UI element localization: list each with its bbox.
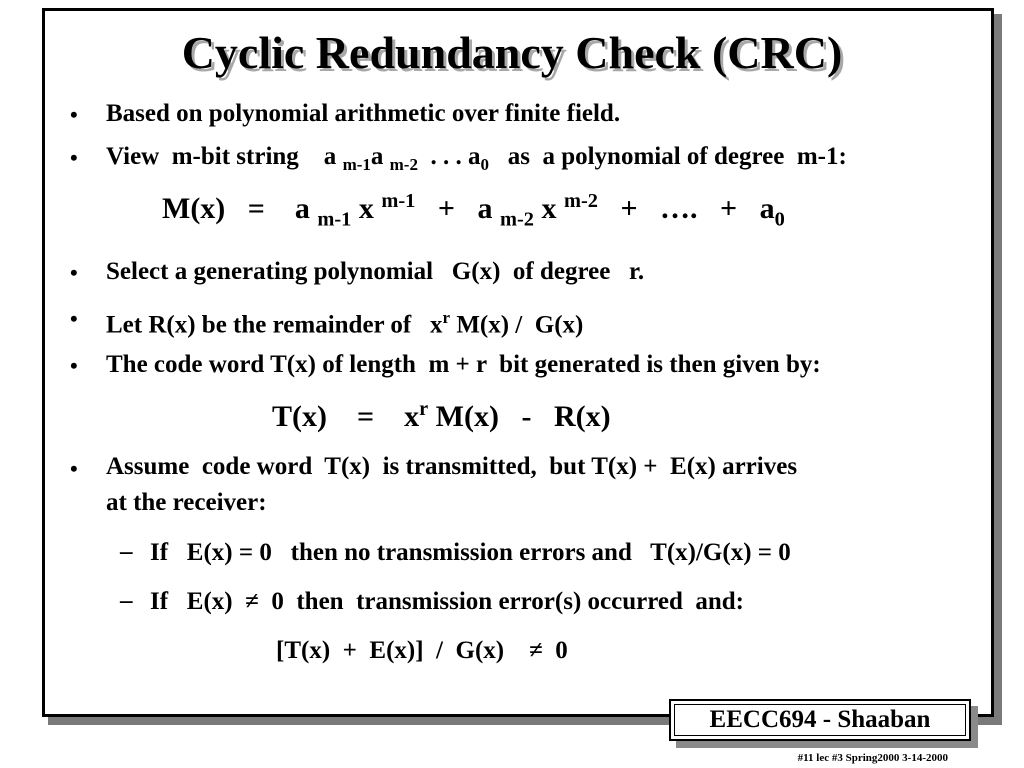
bullet-transmission-line-2: at the receiver: — [106, 489, 267, 516]
equation-tx: T(x) = $x^r$ M(x) - R(x) — [272, 398, 611, 434]
bullet-m-bit-string: View m-bit string a $_{m-1}$a $_{m-2}$ . . . $a_0$ as a polynomial of degree m-1: — [106, 143, 847, 174]
slide-number: #11 lec #3 Spring2000 3-14-2000 — [797, 752, 948, 764]
equation-mx-polynomial: M(x) = a $_{m-1}$ x $^{m-1}$ + a $_{m-2}$ x $^{m-2}$ + …. + $a_0$ — [162, 190, 785, 231]
bullet-transmission-line-1: Assume code word T(x) is transmitted, but T(x) + E(x) arrives — [106, 453, 798, 480]
bullet-marker: • — [70, 145, 78, 170]
sub-bullet-marker: – — [120, 587, 133, 614]
sub-bullet-errors-occurred: If E(x) ≠ 0 then transmission error(s) occurred and: — [150, 588, 744, 615]
sub-bullet-marker: – — [120, 538, 133, 565]
bullet-remainder: Let R(x) be the remainder of $x^r$ M(x) / G(x) — [106, 308, 584, 339]
footer-label: EECC694 - Shaaban — [674, 704, 966, 736]
bullet-generating-polynomial: Select a generating polynomial G(x) of degree r. — [106, 258, 645, 285]
bullet-marker: • — [70, 306, 78, 331]
footer-box — [669, 699, 971, 741]
sub-bullet-no-errors: If E(x) = 0 then no transmission errors and T(x)/G(x) = 0 — [150, 539, 791, 566]
equation-error-check: [T(x) + E(x)] / G(x) ≠ 0 — [276, 637, 568, 664]
bullet-marker: • — [70, 353, 78, 378]
bullet-finite-field: Based on polynomial arithmetic over finite field. — [106, 100, 621, 127]
slide-title: Cyclic Redundancy Check (CRC) — [181, 27, 843, 78]
bullet-marker: • — [70, 102, 78, 127]
bullet-marker: • — [70, 260, 78, 285]
bullet-marker: • — [70, 456, 78, 481]
bullet-code-word-length: The code word T(x) of length m + r bit generated is then given by: — [106, 351, 821, 378]
